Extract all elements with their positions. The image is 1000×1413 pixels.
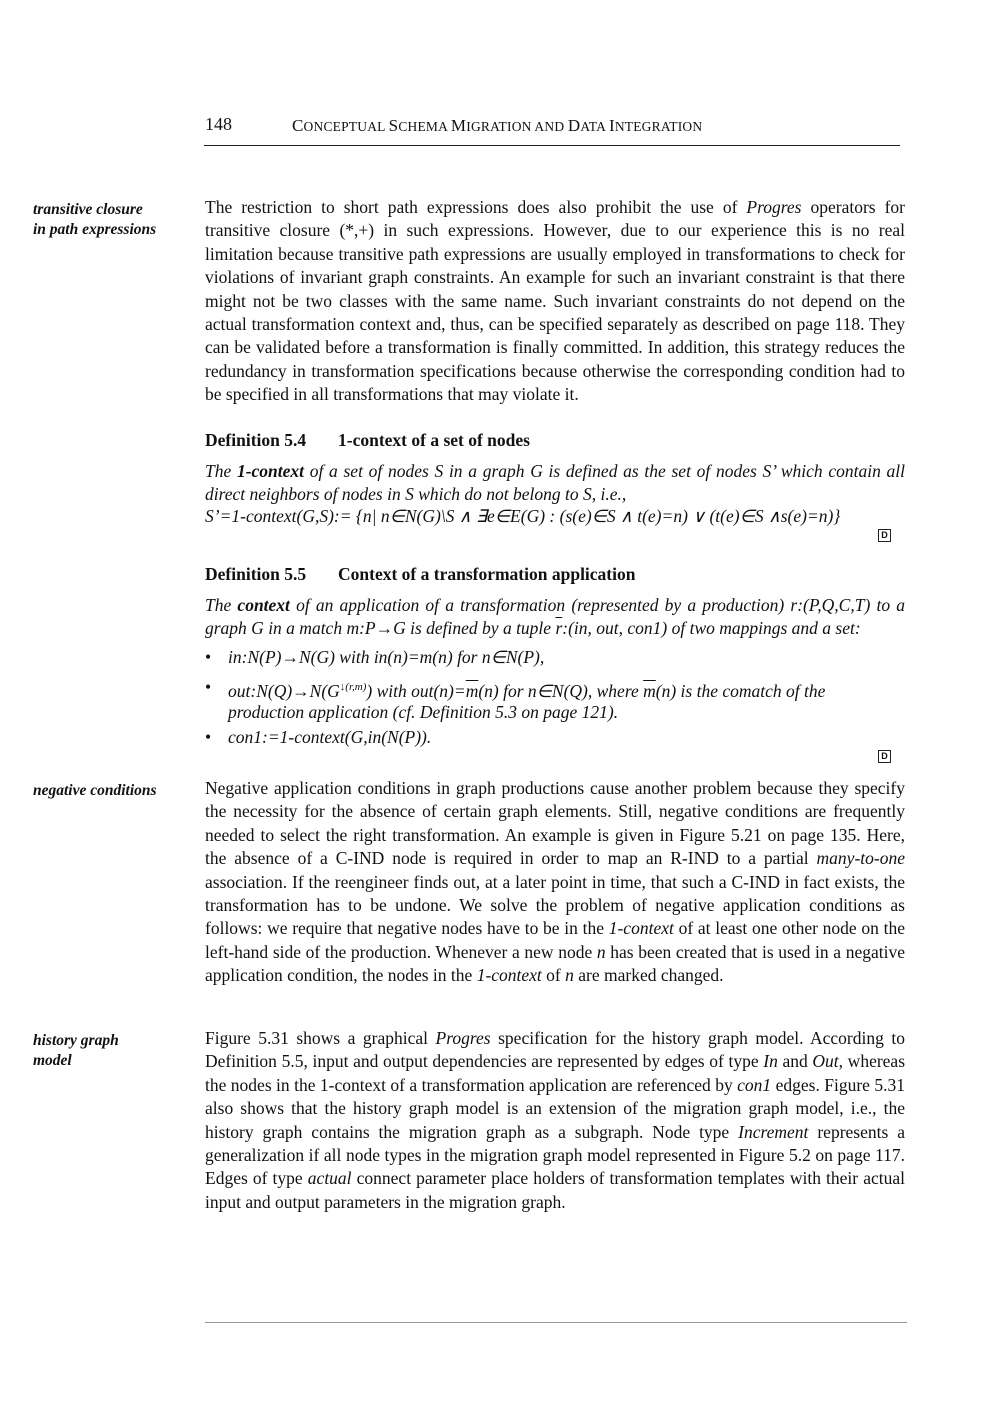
text-run: has been created that is used in a negative application condition, the nodes in the bbox=[205, 941, 905, 986]
footer-rule bbox=[205, 1322, 907, 1323]
paragraph-negative-conditions bbox=[205, 777, 905, 988]
text-run: The restriction to short path expressions does also prohibit the use of bbox=[205, 197, 747, 217]
definition-number: Definition 5.4 bbox=[205, 430, 307, 450]
text-run: represents a generalization if all node types in the migration graph model represented in Figure 5.2 on page 117. Edges of type bbox=[205, 1121, 905, 1189]
definition-5-5-heading bbox=[205, 564, 636, 585]
text-run: connect parameter place holders of transformation templates with their actual input and output parameters in the migration graph. bbox=[205, 1168, 905, 1212]
definition-5-4-heading bbox=[205, 430, 530, 451]
bullet-item bbox=[205, 727, 905, 748]
text-run: ) with out(n)= bbox=[366, 680, 466, 701]
definition-5-4-body bbox=[205, 460, 905, 528]
text-run: of an application of a transformation (represented by a production) r:(P,Q,C,T) to a graph G in a match m:P→G is defined by a tuple bbox=[205, 595, 905, 638]
text-run: (n) is the comatch of the production application (cf. Definition 5.3 on page 121). bbox=[228, 680, 826, 722]
margin-note-line: negative conditions bbox=[33, 782, 157, 799]
bullet-item bbox=[205, 677, 905, 723]
definition-formula: S’=1-context(G,S):= {n| n∈N(G)\S ∧ ∃e∈E(G) : (s(e)∈S ∧ t(e)=n) ∨ (t(e)∈S ∧s(e)=n)} bbox=[205, 506, 841, 527]
end-of-definition-icon: D bbox=[878, 750, 891, 763]
bullet-text bbox=[228, 727, 905, 748]
definition-text bbox=[205, 460, 905, 505]
bullet-icon: • bbox=[205, 727, 212, 747]
text-run: , whereas the nodes in the 1-context of a transformation application are referenced by bbox=[205, 1051, 906, 1095]
text-run: out:N(Q)→N(G bbox=[228, 680, 340, 701]
text-run: specification for the history graph model. According to Definition 5.5, input and output dependencies are represented by edges of type bbox=[205, 1028, 905, 1072]
text-run: n bbox=[596, 941, 606, 962]
margin-note-line: transitive closure bbox=[33, 201, 143, 218]
end-of-definition-icon: D bbox=[878, 529, 891, 542]
bullet-text bbox=[228, 647, 905, 668]
header-smallcaps: ATA bbox=[580, 119, 609, 134]
definition-title: Context of a transformation application bbox=[338, 564, 636, 584]
margin-note-line: history graph bbox=[33, 1032, 119, 1049]
header-smallcaps: IGRATION AND bbox=[466, 119, 568, 134]
header-rule bbox=[204, 145, 900, 146]
paragraph-transitive-closure bbox=[205, 196, 905, 407]
header-initial: S bbox=[388, 116, 399, 135]
text-run: and bbox=[777, 1051, 813, 1072]
definition-number: Definition 5.5 bbox=[205, 564, 307, 584]
text-run: 1-context bbox=[608, 918, 674, 939]
bullet-item bbox=[205, 647, 905, 668]
text-run: In bbox=[763, 1051, 778, 1072]
text-run: $\overline{r}$ bbox=[555, 617, 563, 638]
text-run: :(in, out, con1) of two mappings and a set: bbox=[562, 617, 861, 638]
text-run: $\overline{m}$ bbox=[643, 680, 656, 701]
text-run: in:N(P)→N(G) with in(n)=m(n) for n∈N(P), bbox=[228, 647, 545, 667]
text-run: con1:=1-context(G,in(N(P)). bbox=[228, 727, 432, 747]
bullet-icon: • bbox=[205, 677, 212, 697]
text-run: many-to-one bbox=[816, 848, 905, 869]
header-smallcaps: CHEMA bbox=[398, 119, 451, 134]
text-run: context bbox=[237, 595, 290, 615]
definition-title: 1-context of a set of nodes bbox=[338, 430, 530, 450]
text-run: are marked changed. bbox=[573, 965, 724, 986]
header-smallcaps: ONCEPTUAL bbox=[303, 119, 389, 134]
text-run: Increment bbox=[738, 1121, 809, 1142]
text-run: (n) for n∈N(Q), where bbox=[478, 680, 644, 701]
text-run: of at least one other node on the left-hand side of the production. Whenever a new node bbox=[205, 918, 905, 962]
text-run: Out bbox=[812, 1051, 839, 1072]
bullet-text bbox=[228, 677, 905, 723]
header-initial: I bbox=[608, 116, 615, 135]
margin-note-history-graph-model bbox=[33, 1031, 193, 1071]
text-run: The bbox=[205, 595, 238, 615]
header-initial: D bbox=[567, 116, 581, 135]
text-run: con1 bbox=[737, 1074, 772, 1095]
text-run: edges. Figure 5.31 also shows that the history graph model is an extension of the migration graph model, i.e., the history graph contains the migration graph as a subgraph. Node type bbox=[205, 1074, 905, 1142]
paragraph-history-graph-model bbox=[205, 1027, 905, 1214]
text-run: operators for transitive closure (*,+) in such expressions. However, due to our experience this is no real limitation because transitive path expressions are usually employed in transformations to check for violations of invariant graph constraints. An example for such an invariant constraint is that there might not be two classes with the same name. Such invariant constraints do not depend on the actual transformation context and, thus, can be specified separately as described on page 118. They can be validated before a transformation is finally committed. In addition, this strategy reduces the redundancy in transformation specifications because otherwise the corresponding condition had to be specified in all transformations that may violate it. bbox=[205, 197, 905, 405]
definition-5-5-body bbox=[205, 594, 905, 639]
margin-note-negative-conditions bbox=[33, 781, 193, 801]
text-run: 1-context bbox=[476, 965, 542, 986]
text-run: Progres bbox=[435, 1028, 491, 1048]
text-run: association. If the reengineer finds out, at a later point in time, that such a C-IND in fact exists, the transformation has to be undone. We solve the problem of negative application conditions as follows: we require that negative nodes have to be in the bbox=[205, 871, 905, 939]
text-run: The bbox=[205, 461, 237, 481]
header-initial: C bbox=[292, 116, 304, 135]
text-run: ↓(r,m) bbox=[339, 681, 367, 693]
header-smallcaps: NTEGRATION bbox=[614, 119, 703, 134]
text-run: n bbox=[565, 965, 574, 986]
text-run: $\overline{m}$ bbox=[465, 680, 479, 701]
text-run: Progres bbox=[746, 197, 802, 217]
text-run: Figure 5.31 shows a graphical bbox=[205, 1028, 436, 1048]
text-run: of a set of nodes S in a graph G is defined as the set of nodes S’ which contain all direct neighbors of nodes in S which do not belong to S, i.e., bbox=[205, 461, 905, 504]
margin-note-transitive-closure bbox=[33, 200, 193, 240]
text-run: actual bbox=[307, 1168, 352, 1189]
running-header-title bbox=[292, 116, 702, 136]
text-run: Negative application conditions in graph productions cause another problem because they specify the necessity for the absence of certain graph elements. Still, negative conditions are frequently needed to select the right transformation. An example is given in Figure 5.21 on page 135. Here, the absence of a C-IND node is required in order to map an R-IND to a partial bbox=[205, 778, 905, 869]
header-initial: M bbox=[450, 116, 467, 135]
margin-note-line: in path expressions bbox=[33, 221, 157, 238]
bullet-icon: • bbox=[205, 647, 212, 667]
page-number: 148 bbox=[205, 114, 232, 134]
text-run: 1-context bbox=[236, 461, 305, 481]
text-run: of bbox=[541, 965, 566, 986]
margin-note-line: model bbox=[33, 1052, 72, 1069]
